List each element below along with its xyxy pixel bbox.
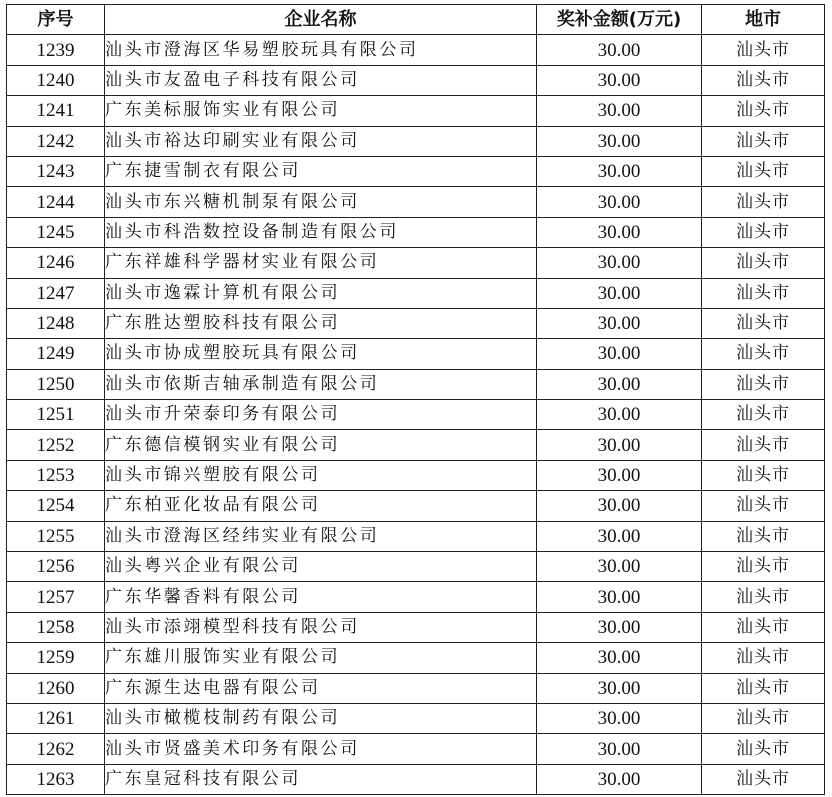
cell-city: 汕头市 bbox=[702, 673, 825, 703]
cell-seq: 1239 bbox=[7, 35, 105, 65]
cell-amount: 30.00 bbox=[537, 643, 702, 673]
cell-company: 汕头市澄海区经纬实业有限公司 bbox=[105, 521, 537, 551]
cell-seq: 1246 bbox=[7, 248, 105, 278]
cell-amount: 30.00 bbox=[537, 187, 702, 217]
cell-city: 汕头市 bbox=[702, 35, 825, 65]
cell-company: 汕头市裕达印刷实业有限公司 bbox=[105, 126, 537, 156]
cell-seq: 1262 bbox=[7, 734, 105, 764]
cell-seq: 1247 bbox=[7, 278, 105, 308]
table-row bbox=[7, 217, 825, 247]
cell-company: 广东德信模钢实业有限公司 bbox=[105, 430, 537, 460]
cell-city: 汕头市 bbox=[702, 65, 825, 95]
cell-seq: 1245 bbox=[7, 217, 105, 247]
cell-seq: 1240 bbox=[7, 65, 105, 95]
cell-city: 汕头市 bbox=[702, 308, 825, 338]
table-row bbox=[7, 156, 825, 186]
cell-city: 汕头市 bbox=[702, 734, 825, 764]
cell-city: 汕头市 bbox=[702, 703, 825, 733]
cell-company: 汕头市协成塑胶玩具有限公司 bbox=[105, 339, 537, 369]
cell-seq: 1258 bbox=[7, 612, 105, 642]
cell-city: 汕头市 bbox=[702, 552, 825, 582]
cell-company: 汕头市橄榄枝制药有限公司 bbox=[105, 703, 537, 733]
cell-company: 广东柏亚化妆品有限公司 bbox=[105, 491, 537, 521]
cell-city: 汕头市 bbox=[702, 612, 825, 642]
table-row bbox=[7, 35, 825, 65]
cell-company: 汕头市依斯吉轴承制造有限公司 bbox=[105, 369, 537, 399]
cell-amount: 30.00 bbox=[537, 217, 702, 247]
cell-city: 汕头市 bbox=[702, 187, 825, 217]
table-row bbox=[7, 187, 825, 217]
table-row bbox=[7, 764, 825, 794]
cell-amount: 30.00 bbox=[537, 460, 702, 490]
cell-seq: 1252 bbox=[7, 430, 105, 460]
cell-seq: 1254 bbox=[7, 491, 105, 521]
cell-seq: 1243 bbox=[7, 156, 105, 186]
cell-company: 汕头市友盈电子科技有限公司 bbox=[105, 65, 537, 95]
cell-amount: 30.00 bbox=[537, 308, 702, 338]
cell-company: 广东雄川服饰实业有限公司 bbox=[105, 643, 537, 673]
cell-city: 汕头市 bbox=[702, 278, 825, 308]
cell-company: 汕头市逸霖计算机有限公司 bbox=[105, 278, 537, 308]
cell-seq: 1251 bbox=[7, 400, 105, 430]
header-city: 地市 bbox=[702, 5, 825, 35]
cell-city: 汕头市 bbox=[702, 339, 825, 369]
cell-company: 广东皇冠科技有限公司 bbox=[105, 764, 537, 794]
table-row bbox=[7, 430, 825, 460]
cell-company: 广东胜达塑胶科技有限公司 bbox=[105, 308, 537, 338]
cell-seq: 1257 bbox=[7, 582, 105, 612]
cell-amount: 30.00 bbox=[537, 673, 702, 703]
table-row bbox=[7, 369, 825, 399]
header-company: 企业名称 bbox=[105, 5, 537, 35]
cell-city: 汕头市 bbox=[702, 400, 825, 430]
table-row bbox=[7, 248, 825, 278]
table-row bbox=[7, 308, 825, 338]
cell-seq: 1261 bbox=[7, 703, 105, 733]
table-row bbox=[7, 582, 825, 612]
cell-city: 汕头市 bbox=[702, 460, 825, 490]
cell-amount: 30.00 bbox=[537, 369, 702, 399]
cell-city: 汕头市 bbox=[702, 491, 825, 521]
cell-seq: 1248 bbox=[7, 308, 105, 338]
cell-company: 广东捷雪制衣有限公司 bbox=[105, 156, 537, 186]
table-row bbox=[7, 734, 825, 764]
cell-company: 汕头市科浩数控设备制造有限公司 bbox=[105, 217, 537, 247]
table-row bbox=[7, 491, 825, 521]
table-row bbox=[7, 521, 825, 551]
cell-amount: 30.00 bbox=[537, 491, 702, 521]
table-row bbox=[7, 65, 825, 95]
cell-amount: 30.00 bbox=[537, 734, 702, 764]
cell-amount: 30.00 bbox=[537, 582, 702, 612]
header-amount: 奖补金额(万元) bbox=[537, 5, 702, 35]
cell-city: 汕头市 bbox=[702, 369, 825, 399]
table-row bbox=[7, 278, 825, 308]
cell-amount: 30.00 bbox=[537, 430, 702, 460]
cell-amount: 30.00 bbox=[537, 703, 702, 733]
table-header bbox=[7, 5, 825, 35]
cell-amount: 30.00 bbox=[537, 35, 702, 65]
table-row bbox=[7, 643, 825, 673]
table-row bbox=[7, 460, 825, 490]
cell-amount: 30.00 bbox=[537, 65, 702, 95]
cell-seq: 1263 bbox=[7, 764, 105, 794]
cell-amount: 30.00 bbox=[537, 96, 702, 126]
cell-amount: 30.00 bbox=[537, 612, 702, 642]
table-body bbox=[7, 35, 825, 795]
cell-amount: 30.00 bbox=[537, 126, 702, 156]
cell-seq: 1242 bbox=[7, 126, 105, 156]
table-row bbox=[7, 673, 825, 703]
cell-city: 汕头市 bbox=[702, 430, 825, 460]
table-row bbox=[7, 612, 825, 642]
cell-company: 汕头市添翊模型科技有限公司 bbox=[105, 612, 537, 642]
cell-city: 汕头市 bbox=[702, 248, 825, 278]
header-row bbox=[7, 5, 825, 35]
table-row bbox=[7, 400, 825, 430]
cell-seq: 1241 bbox=[7, 96, 105, 126]
cell-city: 汕头市 bbox=[702, 643, 825, 673]
cell-company: 汕头市贤盛美术印务有限公司 bbox=[105, 734, 537, 764]
table-row bbox=[7, 96, 825, 126]
cell-seq: 1260 bbox=[7, 673, 105, 703]
cell-city: 汕头市 bbox=[702, 521, 825, 551]
cell-seq: 1255 bbox=[7, 521, 105, 551]
cell-amount: 30.00 bbox=[537, 521, 702, 551]
cell-amount: 30.00 bbox=[537, 278, 702, 308]
table-row bbox=[7, 339, 825, 369]
cell-amount: 30.00 bbox=[537, 400, 702, 430]
cell-company: 广东源生达电器有限公司 bbox=[105, 673, 537, 703]
cell-amount: 30.00 bbox=[537, 339, 702, 369]
cell-company: 广东祥雄科学器材实业有限公司 bbox=[105, 248, 537, 278]
table-row bbox=[7, 126, 825, 156]
cell-company: 汕头市锦兴塑胶有限公司 bbox=[105, 460, 537, 490]
cell-seq: 1249 bbox=[7, 339, 105, 369]
cell-amount: 30.00 bbox=[537, 156, 702, 186]
cell-seq: 1259 bbox=[7, 643, 105, 673]
cell-company: 广东华馨香料有限公司 bbox=[105, 582, 537, 612]
cell-company: 汕头粤兴企业有限公司 bbox=[105, 552, 537, 582]
cell-city: 汕头市 bbox=[702, 96, 825, 126]
cell-city: 汕头市 bbox=[702, 764, 825, 794]
cell-seq: 1256 bbox=[7, 552, 105, 582]
cell-company: 汕头市澄海区华易塑胶玩具有限公司 bbox=[105, 35, 537, 65]
cell-company: 广东美标服饰实业有限公司 bbox=[105, 96, 537, 126]
cell-amount: 30.00 bbox=[537, 552, 702, 582]
award-table bbox=[6, 4, 825, 795]
cell-company: 汕头市东兴糖机制泵有限公司 bbox=[105, 187, 537, 217]
cell-city: 汕头市 bbox=[702, 156, 825, 186]
table-row bbox=[7, 703, 825, 733]
cell-seq: 1253 bbox=[7, 460, 105, 490]
cell-seq: 1244 bbox=[7, 187, 105, 217]
cell-seq: 1250 bbox=[7, 369, 105, 399]
cell-amount: 30.00 bbox=[537, 764, 702, 794]
cell-city: 汕头市 bbox=[702, 217, 825, 247]
cell-amount: 30.00 bbox=[537, 248, 702, 278]
cell-city: 汕头市 bbox=[702, 126, 825, 156]
cell-company: 汕头市升荣泰印务有限公司 bbox=[105, 400, 537, 430]
table-row bbox=[7, 552, 825, 582]
cell-city: 汕头市 bbox=[702, 582, 825, 612]
header-seq: 序号 bbox=[7, 5, 105, 35]
